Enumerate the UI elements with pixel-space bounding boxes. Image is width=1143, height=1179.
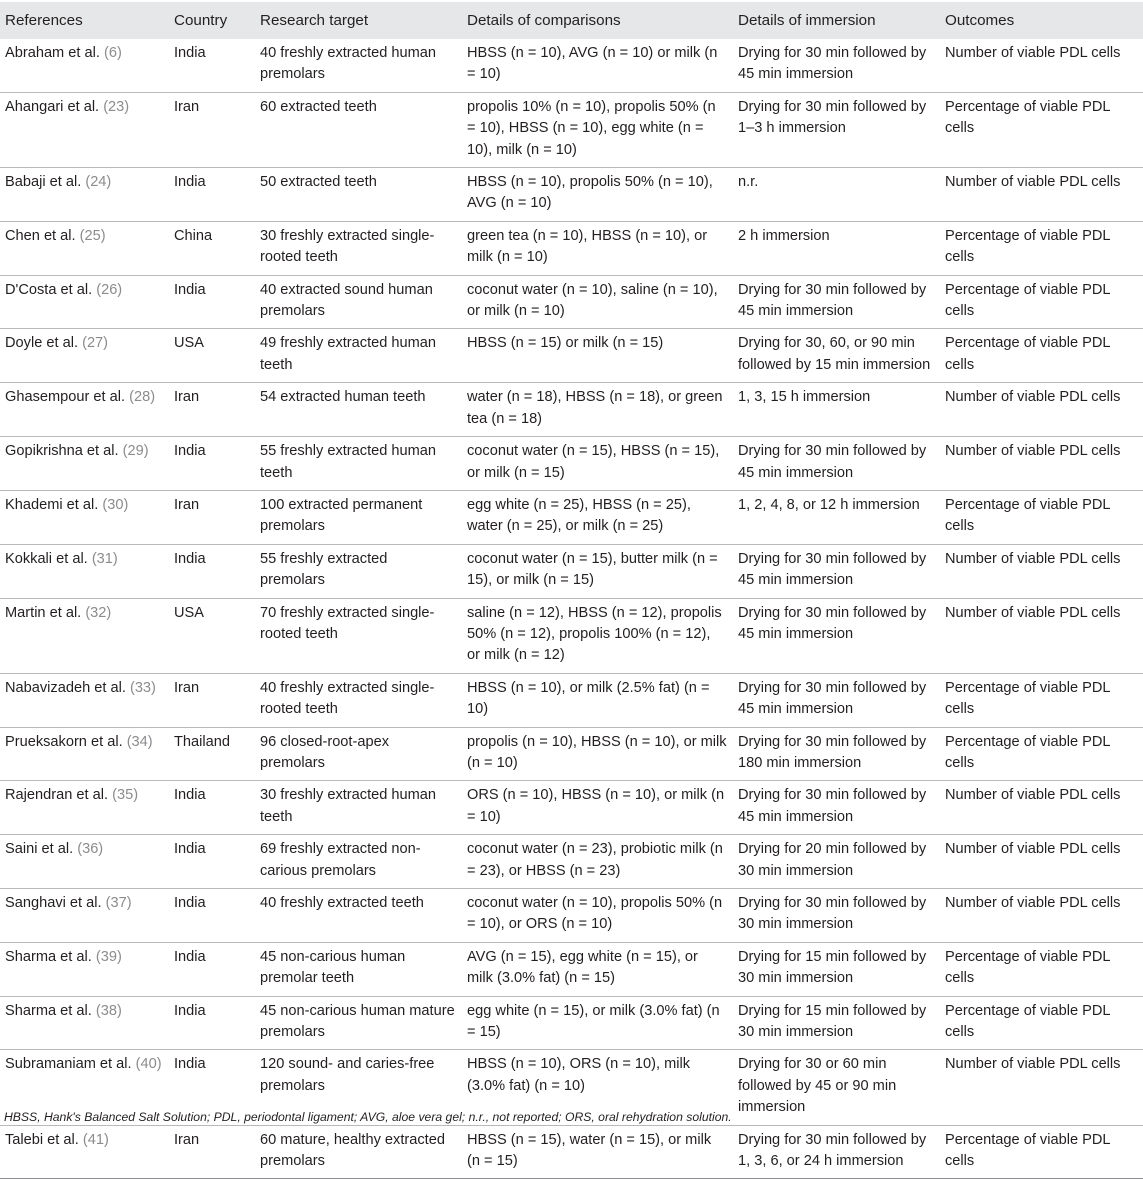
cell-comparisons: HBSS (n = 10), ORS (n = 10), milk (3.0% fat) (n = 10) <box>462 1050 733 1125</box>
cell-comparisons: coconut water (n = 15), butter milk (n = 15), or milk (n = 15) <box>462 544 733 598</box>
table-row <box>0 39 1143 92</box>
table-row <box>0 544 1143 598</box>
header-research-target: Research target <box>255 2 462 39</box>
cell-comparisons: egg white (n = 25), HBSS (n = 25), water (n = 25), or milk (n = 25) <box>462 490 733 544</box>
table-row <box>0 92 1143 167</box>
reference-citation: (37) <box>105 895 132 911</box>
reference-citation: (33) <box>129 679 156 696</box>
cell-reference <box>0 1125 169 1179</box>
cell-country: India <box>169 781 255 835</box>
cell-reference <box>0 168 169 222</box>
reference-author: Nabavizadeh et al. <box>5 679 126 696</box>
table-row <box>0 275 1143 329</box>
cell-outcome: Number of viable PDL cells <box>940 1050 1143 1125</box>
reference-citation: (30) <box>102 496 129 513</box>
cell-comparisons: coconut water (n = 10), propolis 50% (n = 10), or ORS (n = 10) <box>462 889 733 943</box>
header-details-of-immersion: Details of immersion <box>733 2 940 39</box>
cell-comparisons: green tea (n = 10), HBSS (n = 10), or milk (n = 10) <box>462 221 733 275</box>
cell-immersion: Drying for 30 min followed by 45 min immersion <box>733 781 940 835</box>
cell-research-target: 70 freshly extracted single-rooted teeth <box>255 598 462 673</box>
cell-outcome: Percentage of viable PDL cells <box>940 275 1143 329</box>
cell-immersion: Drying for 30 or 60 min followed by 45 or 90 min immersion <box>733 1050 940 1125</box>
cell-research-target: 50 extracted teeth <box>255 168 462 222</box>
cell-research-target: 45 non-carious human premolar teeth <box>255 942 462 996</box>
header-details-of-comparisons: Details of comparisons <box>462 2 733 39</box>
cell-country: Iran <box>169 1125 255 1179</box>
table-row <box>0 673 1143 727</box>
cell-reference <box>0 92 169 167</box>
cell-country: India <box>169 996 255 1050</box>
cell-reference <box>0 835 169 889</box>
cell-research-target: 30 freshly extracted human teeth <box>255 781 462 835</box>
cell-outcome: Percentage of viable PDL cells <box>940 996 1143 1050</box>
reference-citation: (24) <box>85 174 112 191</box>
cell-immersion: 1, 3, 15 h immersion <box>733 383 940 437</box>
cell-research-target: 100 extracted permanent premolars <box>255 490 462 544</box>
table-row <box>0 835 1143 889</box>
reference-citation: (28) <box>129 389 156 406</box>
reference-author: Martin et al. <box>5 604 82 621</box>
table-row <box>0 383 1143 437</box>
cell-immersion: Drying for 30 min followed by 1–3 h immersion <box>733 92 940 167</box>
reference-author: Abraham et al. <box>5 45 100 61</box>
table-row <box>0 1125 1143 1179</box>
cell-reference <box>0 383 169 437</box>
cell-research-target: 40 freshly extracted teeth <box>255 889 462 943</box>
reference-author: Doyle et al. <box>5 335 79 352</box>
cell-research-target: 40 extracted sound human premolars <box>255 275 462 329</box>
cell-reference <box>0 329 169 383</box>
cell-research-target: 69 freshly extracted non-carious premolars <box>255 835 462 889</box>
references-table <box>0 2 1143 1179</box>
cell-outcome: Number of viable PDL cells <box>940 835 1143 889</box>
cell-country: India <box>169 39 255 92</box>
cell-research-target: 55 freshly extracted human teeth <box>255 437 462 491</box>
cell-outcome: Number of viable PDL cells <box>940 781 1143 835</box>
cell-country: India <box>169 942 255 996</box>
reference-author: Kokkali et al. <box>5 550 88 567</box>
reference-author: Rajendran et al. <box>5 787 109 804</box>
cell-research-target: 40 freshly extracted human premolars <box>255 39 462 92</box>
reference-author: Babaji et al. <box>5 174 82 191</box>
cell-outcome: Percentage of viable PDL cells <box>940 490 1143 544</box>
cell-comparisons: HBSS (n = 15) or milk (n = 15) <box>462 329 733 383</box>
cell-immersion: Drying for 30 min followed by 1, 3, 6, or 24 h immersion <box>733 1125 940 1179</box>
reference-citation: (40) <box>135 1056 162 1073</box>
reference-citation: (31) <box>91 550 118 567</box>
cell-immersion: Drying for 30 min followed by 45 min immersion <box>733 673 940 727</box>
cell-research-target: 96 closed-root-apex premolars <box>255 727 462 781</box>
cell-research-target: 60 mature, healthy extracted premolars <box>255 1125 462 1179</box>
cell-outcome: Number of viable PDL cells <box>940 598 1143 673</box>
table-header <box>0 2 1143 39</box>
reference-author: Subramaniam et al. <box>5 1056 132 1073</box>
cell-country: India <box>169 835 255 889</box>
cell-reference <box>0 996 169 1050</box>
cell-immersion: 1, 2, 4, 8, or 12 h immersion <box>733 490 940 544</box>
cell-country: China <box>169 221 255 275</box>
cell-comparisons: coconut water (n = 10), saline (n = 10), or milk (n = 10) <box>462 275 733 329</box>
cell-comparisons: HBSS (n = 10), or milk (2.5% fat) (n = 10) <box>462 673 733 727</box>
table-row <box>0 781 1143 835</box>
reference-author: Khademi et al. <box>5 496 99 513</box>
header-references: References <box>0 2 169 39</box>
reference-citation: (27) <box>82 335 109 352</box>
cell-immersion: Drying for 30 min followed by 45 min immersion <box>733 437 940 491</box>
reference-citation: (34) <box>126 733 153 750</box>
cell-immersion: n.r. <box>733 168 940 222</box>
cell-reference <box>0 275 169 329</box>
cell-country: India <box>169 1050 255 1125</box>
table-body <box>0 39 1143 1179</box>
cell-comparisons: propolis (n = 10), HBSS (n = 10), or milk (n = 10) <box>462 727 733 781</box>
cell-outcome: Number of viable PDL cells <box>940 168 1143 222</box>
cell-comparisons: propolis 10% (n = 10), propolis 50% (n = 10), HBSS (n = 10), egg white (n = 10), milk (n = 10) <box>462 92 733 167</box>
cell-country: India <box>169 889 255 943</box>
reference-author: Ahangari et al. <box>5 98 100 115</box>
cell-country: India <box>169 544 255 598</box>
cell-reference <box>0 889 169 943</box>
cell-outcome: Percentage of viable PDL cells <box>940 221 1143 275</box>
header-country: Country <box>169 2 255 39</box>
cell-country: Iran <box>169 383 255 437</box>
cell-country: Thailand <box>169 727 255 781</box>
cell-reference <box>0 544 169 598</box>
cell-outcome: Number of viable PDL cells <box>940 544 1143 598</box>
cell-comparisons: saline (n = 12), HBSS (n = 12), propolis 50% (n = 12), propolis 100% (n = 12), or milk (n = 12) <box>462 598 733 673</box>
reference-citation: (39) <box>95 948 122 965</box>
table-footnote: HBSS, Hank's Balanced Salt Solution; PDL, periodontal ligament; AVG, aloe vera gel; n.r., not reported; ORS, oral rehydration solution. <box>4 1110 732 1124</box>
cell-outcome: Percentage of viable PDL cells <box>940 942 1143 996</box>
table-row <box>0 168 1143 222</box>
table-row <box>0 889 1143 943</box>
cell-research-target: 54 extracted human teeth <box>255 383 462 437</box>
cell-immersion: Drying for 30 min followed by 45 min immersion <box>733 598 940 673</box>
cell-immersion: Drying for 15 min followed by 30 min immersion <box>733 996 940 1050</box>
cell-immersion: Drying for 15 min followed by 30 min immersion <box>733 942 940 996</box>
cell-country: India <box>169 168 255 222</box>
table-row <box>0 996 1143 1050</box>
reference-citation: (35) <box>112 787 139 804</box>
table-row <box>0 490 1143 544</box>
cell-country: Iran <box>169 673 255 727</box>
cell-country: USA <box>169 598 255 673</box>
cell-outcome: Number of viable PDL cells <box>940 437 1143 491</box>
reference-author: Sharma et al. <box>5 948 92 965</box>
cell-research-target: 40 freshly extracted single-rooted teeth <box>255 673 462 727</box>
reference-citation: (26) <box>96 281 123 298</box>
cell-immersion: Drying for 30 min followed by 180 min immersion <box>733 727 940 781</box>
cell-immersion: Drying for 30 min followed by 45 min immersion <box>733 39 940 92</box>
cell-immersion: Drying for 30 min followed by 45 min immersion <box>733 275 940 329</box>
cell-immersion: Drying for 30 min followed by 30 min immersion <box>733 889 940 943</box>
reference-author: Sharma et al. <box>5 1002 92 1019</box>
table-row <box>0 727 1143 781</box>
reference-author: D'Costa et al. <box>5 281 93 298</box>
cell-outcome: Percentage of viable PDL cells <box>940 673 1143 727</box>
cell-comparisons: AVG (n = 15), egg white (n = 15), or milk (3.0% fat) (n = 15) <box>462 942 733 996</box>
cell-outcome: Percentage of viable PDL cells <box>940 727 1143 781</box>
cell-comparisons: coconut water (n = 23), probiotic milk (n = 23), or HBSS (n = 23) <box>462 835 733 889</box>
cell-outcome: Number of viable PDL cells <box>940 383 1143 437</box>
cell-comparisons: egg white (n = 15), or milk (3.0% fat) (n = 15) <box>462 996 733 1050</box>
reference-citation: (29) <box>122 443 149 460</box>
cell-research-target: 30 freshly extracted single-rooted teeth <box>255 221 462 275</box>
cell-outcome: Percentage of viable PDL cells <box>940 1125 1143 1179</box>
cell-research-target: 49 freshly extracted human teeth <box>255 329 462 383</box>
cell-reference <box>0 673 169 727</box>
header-row <box>0 2 1143 39</box>
cell-country: India <box>169 275 255 329</box>
cell-immersion: 2 h immersion <box>733 221 940 275</box>
reference-author: Saini et al. <box>5 841 74 858</box>
reference-citation: (23) <box>103 98 130 115</box>
cell-reference <box>0 598 169 673</box>
table-row <box>0 221 1143 275</box>
cell-country: India <box>169 437 255 491</box>
cell-country: Iran <box>169 92 255 167</box>
cell-reference <box>0 39 169 92</box>
table-row <box>0 598 1143 673</box>
reference-citation: (6) <box>103 45 122 61</box>
cell-comparisons: water (n = 18), HBSS (n = 18), or green tea (n = 18) <box>462 383 733 437</box>
cell-outcome: Number of viable PDL cells <box>940 39 1143 92</box>
reference-citation: (32) <box>85 604 112 621</box>
reference-author: Gopikrishna et al. <box>5 443 119 460</box>
cell-country: USA <box>169 329 255 383</box>
cell-reference <box>0 490 169 544</box>
cell-research-target: 55 freshly extracted premolars <box>255 544 462 598</box>
cell-immersion: Drying for 30, 60, or 90 min followed by 15 min immersion <box>733 329 940 383</box>
cell-research-target: 60 extracted teeth <box>255 92 462 167</box>
cell-comparisons: HBSS (n = 15), water (n = 15), or milk (n = 15) <box>462 1125 733 1179</box>
reference-author: Talebi et al. <box>5 1131 79 1148</box>
reference-citation: (25) <box>79 227 106 244</box>
table-row <box>0 942 1143 996</box>
cell-research-target: 45 non-carious human mature premolars <box>255 996 462 1050</box>
table-row <box>0 437 1143 491</box>
header-outcomes: Outcomes <box>940 2 1143 39</box>
reference-author: Sanghavi et al. <box>5 895 102 911</box>
cell-immersion: Drying for 20 min followed by 30 min immersion <box>733 835 940 889</box>
cell-comparisons: HBSS (n = 10), propolis 50% (n = 10), AVG (n = 10) <box>462 168 733 222</box>
cell-outcome: Percentage of viable PDL cells <box>940 92 1143 167</box>
reference-author: Prueksakorn et al. <box>5 733 123 750</box>
reference-citation: (36) <box>77 841 104 858</box>
cell-reference <box>0 437 169 491</box>
cell-comparisons: coconut water (n = 15), HBSS (n = 15), or milk (n = 15) <box>462 437 733 491</box>
cell-outcome: Number of viable PDL cells <box>940 889 1143 943</box>
reference-author: Chen et al. <box>5 227 76 244</box>
cell-reference <box>0 942 169 996</box>
cell-reference <box>0 727 169 781</box>
table-row <box>0 329 1143 383</box>
cell-comparisons: HBSS (n = 10), AVG (n = 10) or milk (n = 10) <box>462 39 733 92</box>
cell-country: Iran <box>169 490 255 544</box>
cell-research-target: 120 sound- and caries-free premolars <box>255 1050 462 1125</box>
cell-outcome: Percentage of viable PDL cells <box>940 329 1143 383</box>
cell-reference <box>0 221 169 275</box>
reference-citation: (38) <box>95 1002 122 1019</box>
cell-reference <box>0 781 169 835</box>
cell-immersion: Drying for 30 min followed by 45 min immersion <box>733 544 940 598</box>
reference-citation: (41) <box>82 1131 109 1148</box>
cell-comparisons: ORS (n = 10), HBSS (n = 10), or milk (n = 10) <box>462 781 733 835</box>
reference-author: Ghasempour et al. <box>5 389 126 406</box>
